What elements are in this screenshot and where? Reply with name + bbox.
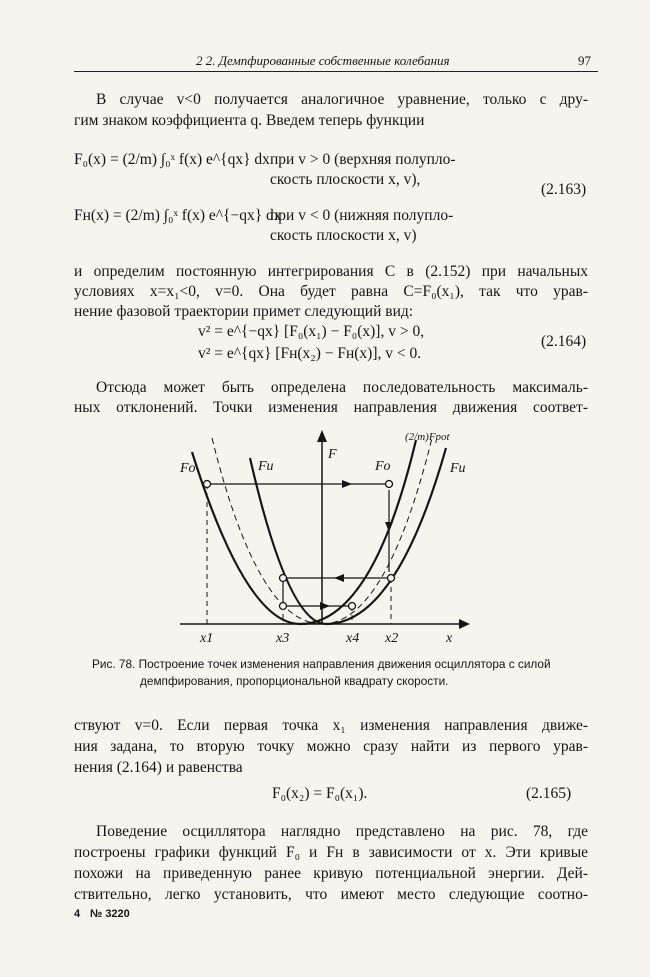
point-x4 [349,603,356,610]
arrow-step-1-head [342,480,352,488]
paragraph-5-line-3: похожи на приведенную ранее кривую потенциальной энергии. Дей- [74,865,588,882]
print-order-number: № 3220 [90,908,130,920]
arrow-step-5-head [320,602,330,610]
eq163-row2-condition-1: при v < 0 (нижняя полупло- [270,207,454,224]
figure-caption-line-2: демпфирования, пропорциональной квадрату скорости. [140,674,449,688]
point-x2 [388,575,395,582]
label-x2: x2 [385,631,399,646]
arrow-step-2-head [385,522,393,532]
label-fo-right: Fo [375,459,391,474]
paragraph-4-line-1: ствуют v=0. Если первая точка x₁ изменения направления движе- [74,717,588,734]
label-fpot: (2/m)Fpot [405,431,450,443]
paragraph-4-line-2: ния задана, то вторую точку можно сразу найти из первого урав- [74,738,588,755]
figure-caption-line-1: Рис. 78. Построение точек изменения направления движения осциллятора с силой [92,657,551,671]
paragraph-1-line-1: В случае v<0 получается аналогичное уравнение, только с дру- [96,91,588,108]
eq163-row1-formula: F₀(x) = (2/m) ∫₀ˣ f(x) e^{qx} dx [74,151,270,168]
x-axis-arrow [459,619,470,629]
label-f-axis: F [328,447,337,462]
point-x1 [204,481,211,488]
label-x-axis: x [446,631,453,646]
paragraph-1-line-2: гим знаком коэффициента q. Введем теперь функции [74,112,425,129]
arrow-step-3-head [334,574,344,582]
eq163-number: (2.163) [541,181,587,198]
paragraph-2-line-3: нение фазовой траектории примет следующий вид: [74,303,414,320]
label-fu-right: Fu [450,461,466,476]
page-number: 97 [578,53,591,68]
point-x3-lower [280,603,287,610]
paragraph-4-line-3: нения (2.164) и равенства [74,759,243,776]
eq163-row1-condition-1: при v > 0 (верхняя полупло- [270,151,456,168]
label-fu-left: Fu [258,459,274,474]
paragraph-3-line-1: Отсюда может быть определена последовательность максималь- [96,379,588,396]
running-header: 2 2. Демпфированные собственные колебания [196,53,450,68]
eq164-line-2: v² = e^{qx} [Fн(x₂) − Fн(x)], v < 0. [198,345,422,362]
eq163-row1-condition-2: скость плоскости x, v), [270,171,421,188]
point-x2-upper [386,481,393,488]
f-axis-arrow [317,430,327,442]
eq165-number: (2.165) [526,785,572,802]
label-x3: x3 [276,631,290,646]
eq164-line-1: v² = e^{−qx} [F₀(x₁) − F₀(x)], v > 0, [198,323,425,340]
paragraph-3-line-2: ных отклонений. Точки изменения направления движения соответ- [74,399,588,416]
label-x1: x1 [200,631,214,646]
paragraph-2-line-2: условиях x=x₁<0, v=0. Она будет равна C=F₀(x₁), так что урав- [74,283,588,300]
eq165-formula: F₀(x₂) = F₀(x₁). [272,785,368,802]
eq163-row2-formula: Fн(x) = (2/m) ∫₀ˣ f(x) e^{−qx} dx [74,207,282,224]
paragraph-5-line-4: ствительно, легко установить, что имеют место следующие соотно- [74,886,588,903]
label-fo-left: Fo [180,461,196,476]
figure-78 [170,420,480,650]
label-x4: x4 [346,631,360,646]
point-x3 [280,575,287,582]
paragraph-5-line-2: построены графики функций F₀ и Fн в зависимости от x. Эти кривые [74,844,588,861]
fu-curve [250,448,446,624]
paragraph-2-line-1: и определим постоянную интегрирования C в (2.152) при начальных [74,263,588,280]
eq164-number: (2.164) [541,333,587,350]
paragraph-5-line-1: Поведение осциллятора наглядно представлено на рис. 78, где [96,823,588,840]
header-rule [74,71,598,72]
signature-mark: 4 [74,908,81,920]
eq163-row2-condition-2: скость плоскости x, v) [270,227,417,244]
